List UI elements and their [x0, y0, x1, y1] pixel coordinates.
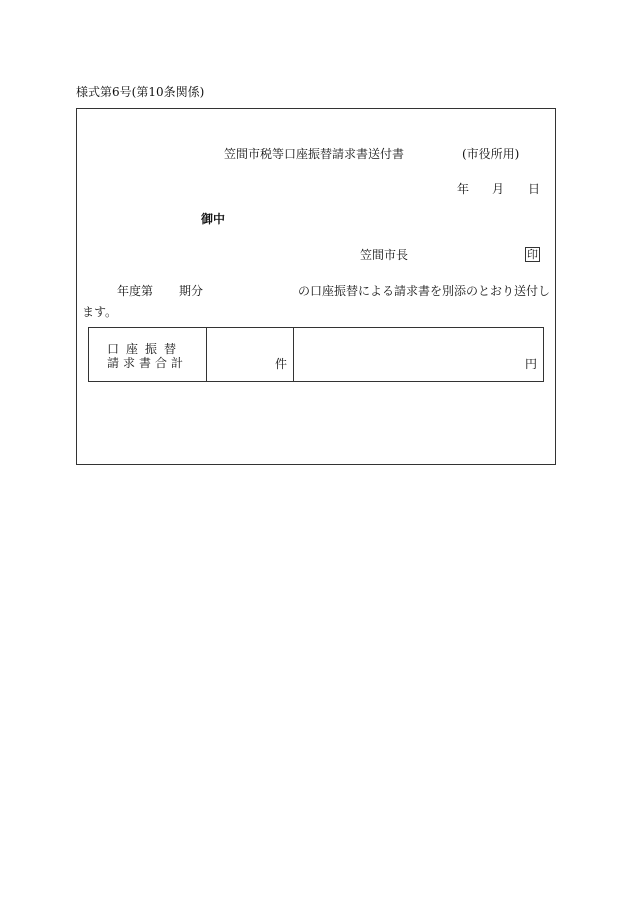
fiscal-year-label: 年度第: [117, 284, 154, 298]
sender-name: 笠間市長: [360, 248, 409, 262]
term-label: 期分: [179, 284, 204, 298]
date-day-label: 日: [528, 182, 541, 196]
count-unit: 件: [274, 357, 287, 371]
document-title: 笠間市税等口座振替請求書送付書: [224, 147, 405, 161]
seal-mark: 印: [527, 248, 538, 261]
summary-label-line-2: 請求書合計: [107, 356, 188, 370]
date-month-label: 月: [492, 182, 505, 196]
summary-table: [88, 327, 544, 382]
summary-label-line-1: 口座振替: [107, 342, 184, 356]
summary-label-cell: [89, 328, 207, 381]
amount-cell: [294, 328, 543, 381]
body-text-line-1: の口座振替による請求書を別添のとおり送付し: [298, 284, 551, 298]
date-year-label: 年: [457, 182, 470, 196]
addressee-label: 御中: [201, 212, 226, 226]
office-copy-label: (市役所用): [462, 147, 520, 161]
body-text-line-2: ます。: [82, 305, 118, 319]
form-number-label: 様式第6号(第10条関係): [76, 85, 205, 99]
count-cell: [207, 328, 294, 381]
amount-unit: 円: [524, 357, 537, 371]
